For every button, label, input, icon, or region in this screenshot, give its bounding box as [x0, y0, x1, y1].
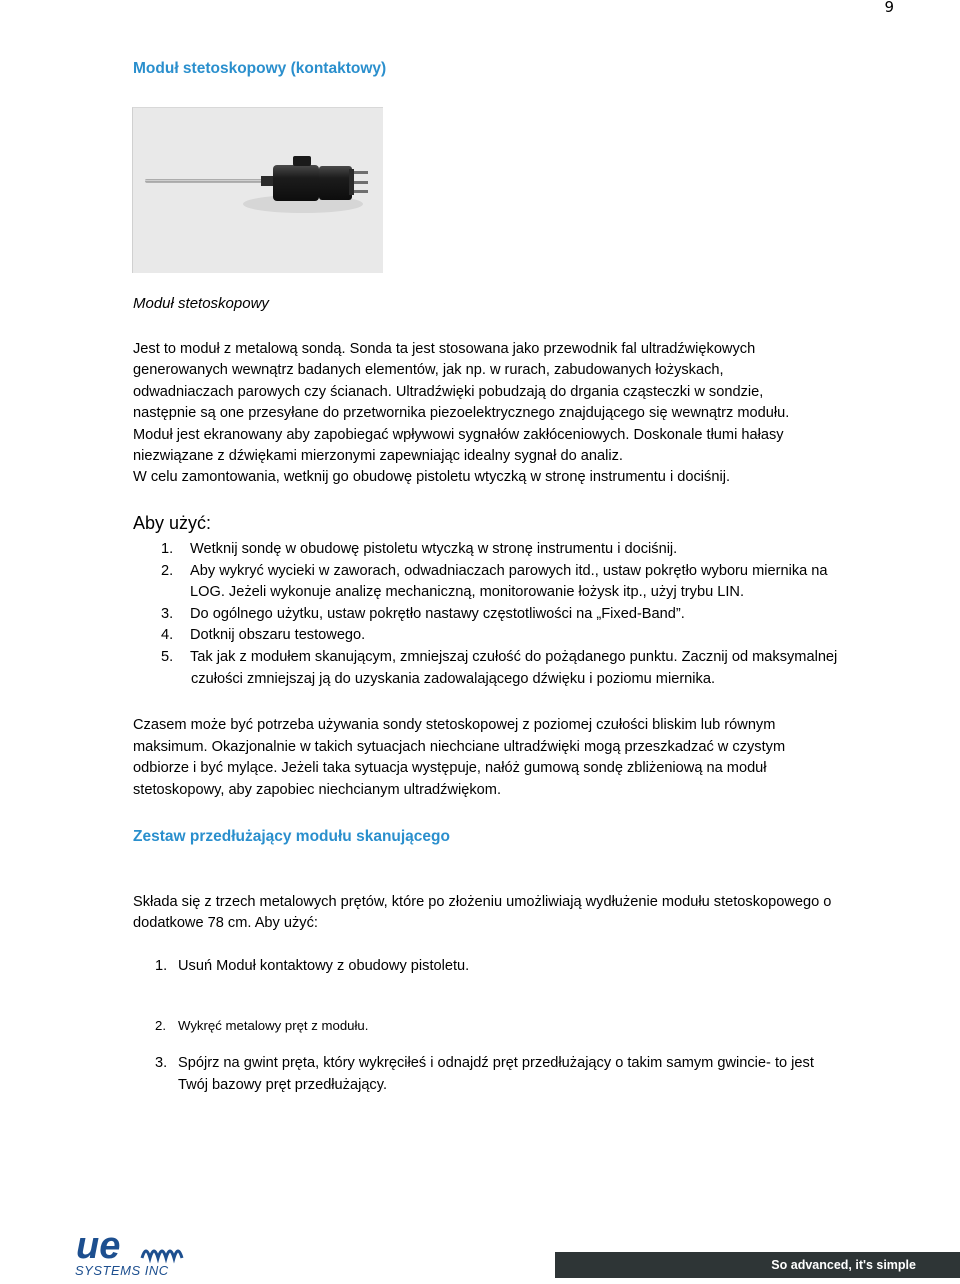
- step-text: Aby wykryć wycieki w zaworach, odwadniaczach parowych itd., ustaw pokrętło wyboru miernika na: [190, 562, 828, 579]
- usage-steps-list: [133, 539, 923, 690]
- description-line: odwadniaczach parowych czy ścianach. Ultradźwięki pobudzają do drgania cząsteczki w sondzie,: [133, 383, 764, 400]
- step-number: 2.: [161, 562, 174, 579]
- step-number: 3.: [161, 605, 174, 622]
- step-number: 3.: [155, 1055, 168, 1071]
- step-text: Usuń Moduł kontaktowy z obudowy pistoletu.: [178, 958, 470, 974]
- section-heading-stethoscope-module: Moduł stetoskopowy (kontaktowy): [133, 60, 387, 77]
- kit-step-1: [133, 956, 923, 978]
- logo-text: ue: [76, 1227, 121, 1267]
- description-line: następnie są one przesyłane do przetwornika piezoelektrycznego znajdującego się wewnątrz modułu.: [133, 405, 790, 422]
- logo-graphic: [74, 1227, 204, 1279]
- list-item: [133, 1053, 923, 1096]
- step-number: 5.: [161, 648, 174, 665]
- step-text: LOG. Jeżeli wykonuje analizę mechaniczną, monitorowanie łożysk itp., użyj trybu LIN.: [190, 584, 744, 601]
- description-line: Jest to moduł z metalową sondą. Sonda ta jest stosowana jako przewodnik fal ultradźwiękowych: [133, 341, 756, 357]
- step-text: Twój bazowy pręt przedłużający.: [178, 1076, 388, 1093]
- step-text: Dotknij obszaru testowego.: [190, 627, 366, 644]
- ue-systems-logo: [74, 1227, 204, 1284]
- sound-wave-icon: [142, 1251, 182, 1258]
- list-item: [133, 1015, 923, 1037]
- step-text: Spójrz na gwint pręta, który wykręciłeś i odnajdź pręt przedłużający o takim samym gwincie- to jest: [178, 1055, 814, 1071]
- logo-subtext: SYSTEMS INC: [75, 1263, 169, 1278]
- footer-tagline: So advanced, it's simple: [771, 1258, 916, 1272]
- list-item: [133, 561, 923, 604]
- step-text: Tak jak z modułem skanującym, zmniejszaj czułość do pożądanego punktu. Zacznij od maksymalnej: [190, 648, 838, 665]
- step-number: 1.: [155, 958, 168, 974]
- step-number: 2.: [155, 1018, 166, 1033]
- step-text: czułości zmniejszaj ją do uzyskania zadowalającego dźwięku i poziomu miernika.: [191, 670, 715, 687]
- step-number: 4.: [161, 627, 174, 644]
- kit-step-2: [133, 1015, 923, 1037]
- list-item: [133, 625, 923, 647]
- product-photo: [132, 107, 383, 273]
- module-description: [133, 339, 893, 489]
- list-item: [133, 539, 923, 561]
- section-heading-extension-kit: Zestaw przedłużający modułu skanującego: [133, 828, 450, 845]
- list-item: [133, 956, 923, 978]
- kit-line: Składa się z trzech metalowych prętów, które po złożeniu umożliwiają wydłużenie modułu stetoskopowego o: [133, 894, 832, 910]
- note-line: Czasem może być potrzeba używania sondy stetoskopowej z poziomej czułości bliskim lub równym: [133, 717, 776, 733]
- list-item: [133, 647, 923, 690]
- description-line: W celu zamontowania, wetknij go obudowę pistoletu wtyczką w stronę instrumentu i dociśnij.: [133, 469, 731, 486]
- step-text: Wetknij sondę w obudowę pistoletu wtyczką w stronę instrumentu i dociśnij.: [190, 541, 678, 557]
- note-line: maksimum. Okazjonalnie w takich sytuacjach niechciane ultradźwięki mogą przeszkadzać w czystym: [133, 738, 786, 755]
- howto-title: Aby użyć:: [133, 513, 212, 533]
- kit-step-3: [133, 1053, 923, 1096]
- photo-caption: Moduł stetoskopowy: [133, 295, 269, 312]
- footer-tagline-bar: [555, 1252, 960, 1278]
- kit-description: [133, 892, 923, 935]
- sensitivity-note: [133, 715, 893, 801]
- note-line: stetoskopowy, aby zapobiec niechcianym ultradźwiękom.: [133, 781, 501, 798]
- kit-line: dodatkowe 78 cm. Aby użyć:: [133, 915, 318, 932]
- stethoscope-module-image: [133, 108, 383, 273]
- description-line: Moduł jest ekranowany aby zapobiegać wpływowi sygnałów zakłóceniowych. Doskonale tłumi hałasy: [133, 426, 784, 443]
- step-text: Do ogólnego użytku, ustaw pokrętło nastawy częstotliwości na „Fixed-Band”.: [190, 605, 685, 622]
- note-line: odbiorze i być mylące. Jeżeli taka sytuacja występuje, nałóż gumową sondę zbliżeniową na moduł: [133, 760, 767, 776]
- step-number: 1.: [161, 541, 174, 557]
- description-line: generowanych wewnątrz badanych elementów, jak np. w rurach, zabudowanych łożyskach,: [133, 362, 724, 379]
- list-item: [133, 604, 923, 626]
- description-line: niezwiązane z dźwiękami mierzonymi zapewniając idealny sygnał do analiz.: [133, 448, 623, 465]
- step-text: Wykręć metalowy pręt z modułu.: [178, 1018, 369, 1033]
- page-number: 9: [884, 0, 894, 16]
